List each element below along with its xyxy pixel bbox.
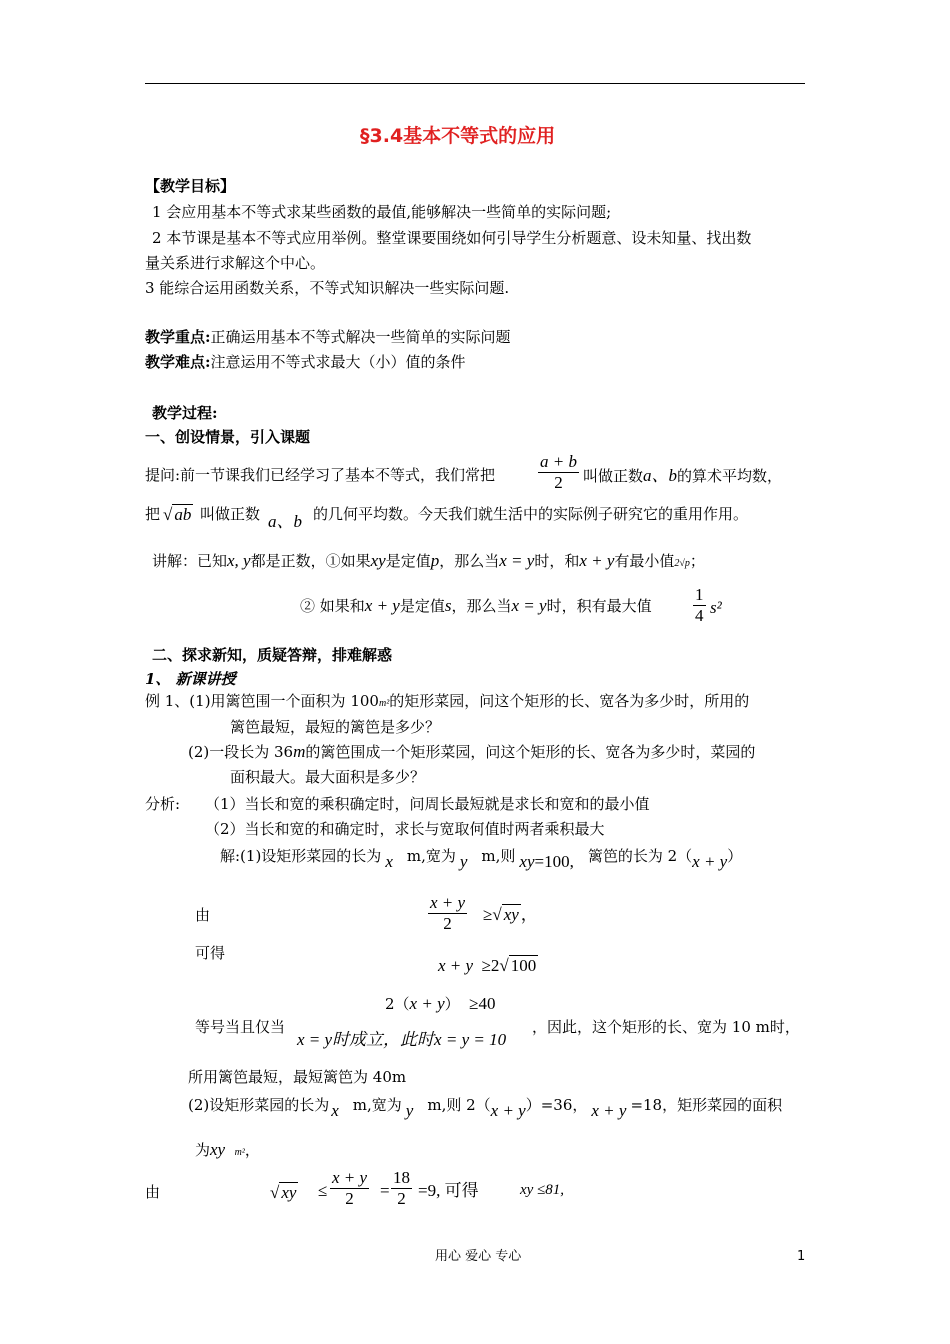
sol1-x-plus-y: x + y: [692, 852, 728, 871]
ex1a-text-1: 例 1、(1)用篱笆围一个面积为 100: [145, 692, 379, 710]
example1-part2-line1: [188, 742, 755, 762]
sol1-text-f: ）: [727, 847, 743, 865]
sol2-text-d: ）=36，: [525, 1096, 588, 1114]
last-radicand: xy: [281, 1183, 297, 1202]
fraction-den: 2: [554, 472, 563, 492]
equality-result: 所用篱笆最短，最短篱笆为 40m: [188, 1068, 407, 1086]
ineq1-comma: ，: [520, 905, 538, 924]
fraction-num: a + b: [540, 452, 577, 471]
sol2-xy: xy: [210, 1140, 226, 1159]
last-eq: =: [380, 1181, 390, 1200]
question-line1-prefix: 提问:前一节课我们已经学习了基本不等式，我们常把: [145, 466, 496, 484]
exp-xy: x, y: [227, 551, 251, 570]
question-line2-mid: 叫做正数: [200, 505, 261, 523]
last-fraction-1: [330, 1168, 369, 1208]
exp-text-g: ；: [689, 552, 705, 570]
equality-condition: x = y时成立，此时x = y = 10: [297, 1030, 507, 1049]
exp-text-c: 是定值: [385, 552, 431, 570]
last-f1-den: 2: [345, 1188, 354, 1208]
exp-text-a: 讲解：已知: [152, 552, 228, 570]
f1-num: x + y: [430, 893, 466, 912]
question-line2-suffix: 的几何平均数。今天我们就生活中的实际例子研究它的重用作用。: [313, 505, 749, 523]
ex1b-text-2: 的篱笆围成一个矩形菜园，问这个矩形的长、宽各为多少时，菜园的: [305, 743, 756, 761]
difficult-point-text: 注意运用不等式求最大（小）值的条件: [210, 353, 466, 371]
question-line2-prefix: 把: [145, 505, 161, 523]
last-le: ≤: [318, 1181, 328, 1200]
exp2-s-squared: s²: [710, 598, 722, 617]
quarter-num: 1: [695, 585, 704, 604]
example1-part1-line1: [145, 692, 749, 710]
obtain-label: 可得: [195, 944, 226, 962]
ineq3: [385, 994, 496, 1014]
exp2-x-eq-y: x = y: [511, 596, 547, 615]
goals-heading: 【教学目标】: [145, 177, 236, 195]
sol2-unit: m²: [234, 1147, 245, 1158]
example1-part2-line2: 面积最大。最大面积是多少？: [230, 768, 426, 786]
section2-heading: 二、探求新知，质疑答辩，排难解惑: [152, 646, 393, 664]
last-fraction-2: [391, 1168, 412, 1208]
key-point: [145, 328, 511, 346]
sol1-eq-100: =100,: [534, 852, 574, 871]
header-rule: [145, 83, 805, 84]
from-label-2: 由: [145, 1183, 161, 1201]
exp2-text-d: 时，积有最大值: [546, 597, 652, 615]
eq-text-a: 等号当且仅当: [195, 1018, 286, 1036]
sqrt-ab-radicand: ab: [174, 505, 192, 524]
page-number: 1: [797, 1249, 806, 1264]
ineq2: x + y ≥2√ 100: [438, 956, 537, 975]
sol1-x: x: [385, 852, 393, 871]
ex1a-unit: m²: [378, 698, 390, 709]
sol1-y: y: [459, 852, 468, 871]
ex1b-unit: m: [293, 742, 306, 761]
exp-x-plus-y: x + y: [579, 551, 615, 570]
sol1-text-b: m,宽为: [406, 847, 456, 865]
exp-text-e: 时，和: [534, 552, 580, 570]
exp-min-value: 2√p: [674, 558, 690, 569]
exp2-text-a: ② 如果和: [300, 597, 365, 615]
exp-p: p: [430, 551, 440, 570]
fraction-a-plus-b-over-2: [538, 452, 579, 492]
solution2-line: [188, 1095, 783, 1120]
sol2-x: x: [331, 1101, 339, 1120]
ineq3-sum: x + y: [409, 994, 445, 1013]
sol1-xy: xy: [519, 852, 535, 871]
f1-den: 2: [443, 913, 452, 933]
sol2-text-g: ，: [244, 1141, 260, 1159]
equality-conclusion: ，因此，这个矩形的长、宽为 10 m时，: [532, 1018, 800, 1036]
exp2-x-plus-y: x + y: [364, 596, 400, 615]
last-sqrt: √ xy: [270, 1183, 297, 1202]
goal-1: 1 会应用基本不等式求某些函数的最值,能够解决一些简单的实际问题;: [152, 203, 612, 221]
last-f1-num: x + y: [332, 1168, 368, 1187]
from-label: 由: [195, 906, 211, 924]
sol2-text-b: m,宽为: [352, 1096, 402, 1114]
difficult-point: [145, 353, 466, 371]
fraction-x-plus-y-over-2: [428, 893, 467, 933]
sol2-text-f: 为: [195, 1141, 211, 1159]
ex1b-text-1: (2)一段长为 36: [188, 743, 294, 761]
footer-motto: 用心 爱心 专心: [435, 1249, 522, 1264]
equality-line: [195, 1018, 285, 1036]
analysis-2: （2）当长和宽的和确定时，求长与宽取何值时两者乘积最大: [205, 820, 605, 838]
solution1-line: [220, 846, 743, 871]
ineq3-b: ）: [444, 995, 460, 1013]
exp-text-f: 有最小值: [614, 552, 675, 570]
sol1-text-c: m,则: [481, 847, 516, 865]
sol1-text-a: 解:(1)设矩形菜园的长为: [220, 847, 382, 865]
sol2-sum2: x + y: [591, 1101, 627, 1120]
explanation-line2: [300, 596, 652, 616]
section1-heading: 一、创设情景，引入课题: [145, 428, 311, 446]
sol1-text-e: 篱笆的长为 2（: [587, 847, 693, 865]
exp2-text-c: ，那么当: [451, 597, 512, 615]
sqrt-ab: √ ab: [163, 505, 192, 524]
goal-2b: 量关系进行求解这个中心。: [145, 254, 326, 272]
ineq2-radicand: 100: [510, 956, 537, 975]
fraction-one-quarter: [693, 585, 706, 625]
sol2-y: y: [405, 1101, 414, 1120]
analysis-label: 分析:: [145, 795, 181, 813]
question-line2-ab: a、b: [268, 512, 302, 531]
example1-part1-line2: 篱笆最短，最短的篱笆是多少？: [230, 718, 441, 736]
ineq2-rel: ≥2: [481, 956, 500, 975]
exp-xy-product: xy: [370, 551, 386, 570]
last-xy: xy ≤81,: [520, 1182, 565, 1198]
process-heading: 教学过程:: [152, 404, 218, 422]
question-ab: a、b: [643, 466, 678, 485]
quarter-den: 4: [695, 605, 704, 625]
page-title: §3.4基本不等式的应用: [360, 125, 556, 147]
last-tail: =9, 可得: [418, 1181, 479, 1200]
ex1a-text-2: 的矩形菜园，问这个矩形的长、宽各为多少时，所用的: [389, 692, 750, 710]
ineq1-rhs: ≥√ xy ，: [483, 905, 538, 924]
question-line1-mid: [583, 466, 782, 486]
last-f2-den: 2: [397, 1188, 406, 1208]
exp2-s: s: [444, 596, 452, 615]
explanation-line1: [152, 551, 705, 571]
ineq1-geq: ≥: [483, 905, 493, 924]
ineq1-radicand: xy: [503, 905, 519, 924]
key-point-label: 教学重点:: [145, 328, 211, 346]
ineq2-lhs: x + y: [438, 956, 474, 975]
goal-3: 3 能综合运用函数关系，不等式知识解决一些实际问题.: [145, 279, 510, 297]
question-suffix: 的算术平均数，: [677, 467, 783, 485]
last-f2-num: 18: [393, 1168, 410, 1187]
ineq3-c: ≥40: [469, 994, 496, 1013]
exp-text-b: 都是正数，①如果: [250, 552, 371, 570]
exp-x-eq-y: x = y: [499, 551, 535, 570]
goal-2a: 2 本节课是基本不等式应用举例。整堂课要围绕如何引导学生分析题意、设未知量、找出数: [152, 229, 752, 247]
ineq3-a: 2（: [385, 995, 410, 1013]
exp2-text-b: 是定值: [399, 597, 445, 615]
question-mid-text: 叫做正数: [583, 467, 644, 485]
exp-text-d: ，那么当: [439, 552, 500, 570]
key-point-text: 正确运用基本不等式解决一些简单的实际问题: [210, 328, 511, 346]
sol2-sum: x + y: [490, 1101, 526, 1120]
analysis-1: （1）当长和宽的乘积确定时，问周长最短就是求长和宽和的最小值: [205, 795, 650, 813]
sol2-text-a: (2)设矩形菜园的长为: [188, 1096, 330, 1114]
sol2-text-c: m,则 2（: [427, 1096, 491, 1114]
difficult-point-label: 教学难点:: [145, 353, 211, 371]
sol2-text-e: =18，矩形菜园的面积: [630, 1096, 783, 1114]
subsection-new-lesson: 1、 新课讲授: [145, 670, 236, 688]
solution2-area: [195, 1140, 260, 1160]
